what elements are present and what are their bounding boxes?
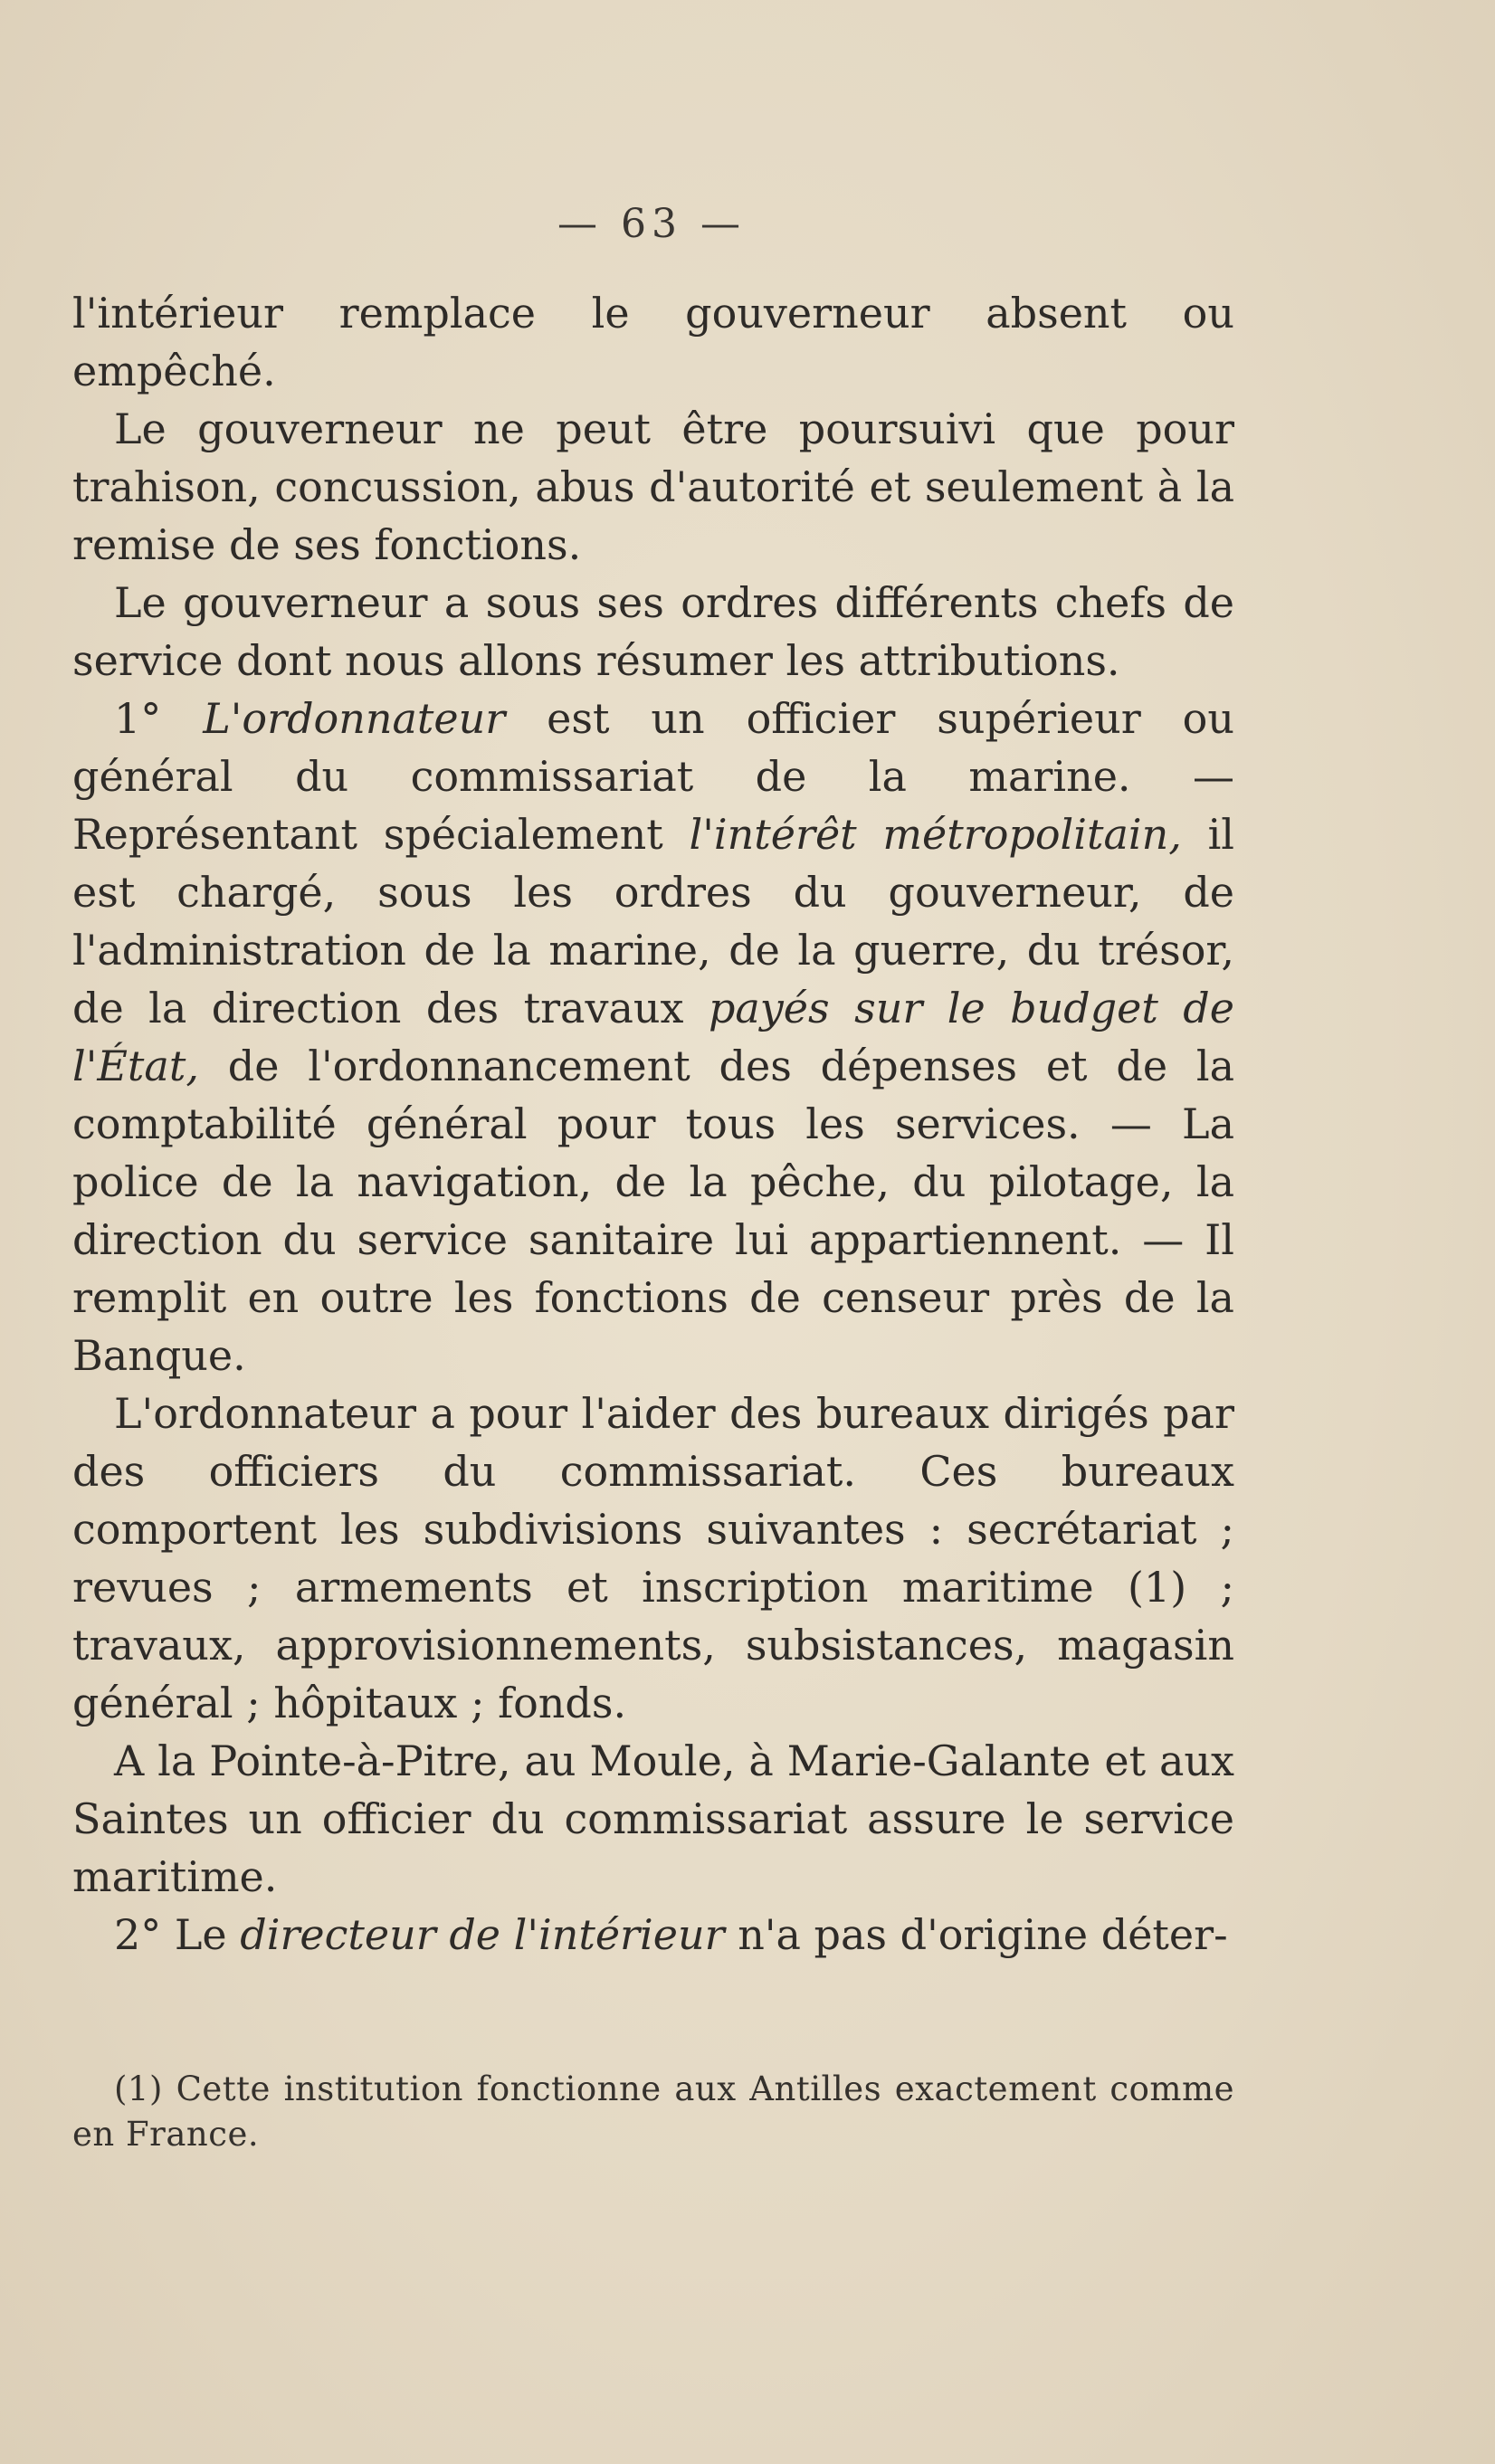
- emphasis-ordonnateur: L'ordonnateur: [203, 694, 506, 743]
- item-number: 1°: [114, 694, 204, 743]
- emphasis-budget: payés sur le budget de l'État,: [72, 984, 1234, 1090]
- item-number: 2° Le: [114, 1910, 241, 1959]
- paragraph-ordonnateur: [72, 690, 1234, 1384]
- main-text: [72, 284, 1234, 1964]
- emphasis-directeur: directeur de l'intérieur: [240, 1910, 725, 1959]
- paragraph-continuation: l'intérieur remplace le gouverneur absent ou empêché.: [72, 289, 1234, 395]
- emphasis-interet: l'intérêt métropolitain,: [689, 810, 1182, 859]
- paragraph-bureaux: L'ordonnateur a pour l'aider des bureaux dirigés par des officiers du commissariat. Ces bureaux comportent les subdivisions suivantes : secrétariat ; revues ; armements et inscription maritime (1) ; travaux, approvisionnements, subsistances, magasin général ; hôpitaux ; fonds.: [72, 1389, 1234, 1727]
- text-segment: n'a pas d'origine déter-: [724, 1910, 1228, 1959]
- paragraph-governor-prosecution: Le gouverneur ne peut être poursuivi que pour trahison, concussion, abus d'autorité et seulement à la remise de ses fonctions.: [72, 404, 1234, 569]
- text-segment: il est chargé, sous les ordres du gouverneur, de l'administration de la marine, de la guerre, du trésor, de la direction des travaux: [72, 810, 1235, 1032]
- paragraph-service-chiefs: Le gouverneur a sous ses ordres différents chefs de service dont nous allons résumer les attributions.: [72, 578, 1234, 685]
- paragraph-directeur-interieur: [72, 1906, 1234, 1964]
- page-number: — 63 —: [557, 201, 746, 247]
- footnote: (1) Cette institution fonctionne aux Antilles exactement comme en France.: [72, 2069, 1234, 2154]
- paragraph-service-maritime: A la Pointe-à-Pitre, au Moule, à Marie-Galante et aux Saintes un officier du commissariat assure le service maritime.: [72, 1736, 1234, 1901]
- text-segment: de l'ordonnancement des dépenses et de la comptabilité général pour tous les services. — La police de la navigation, de la pêche, du pilotage, la direction du service sanitaire lui appartiennent. — Il remplit en outre les fonctions de censeur près de la Banque.: [72, 1042, 1234, 1380]
- text-segment: est un officier supérieur ou général du commissariat de la marine. — Représentant spécialement: [72, 694, 1234, 859]
